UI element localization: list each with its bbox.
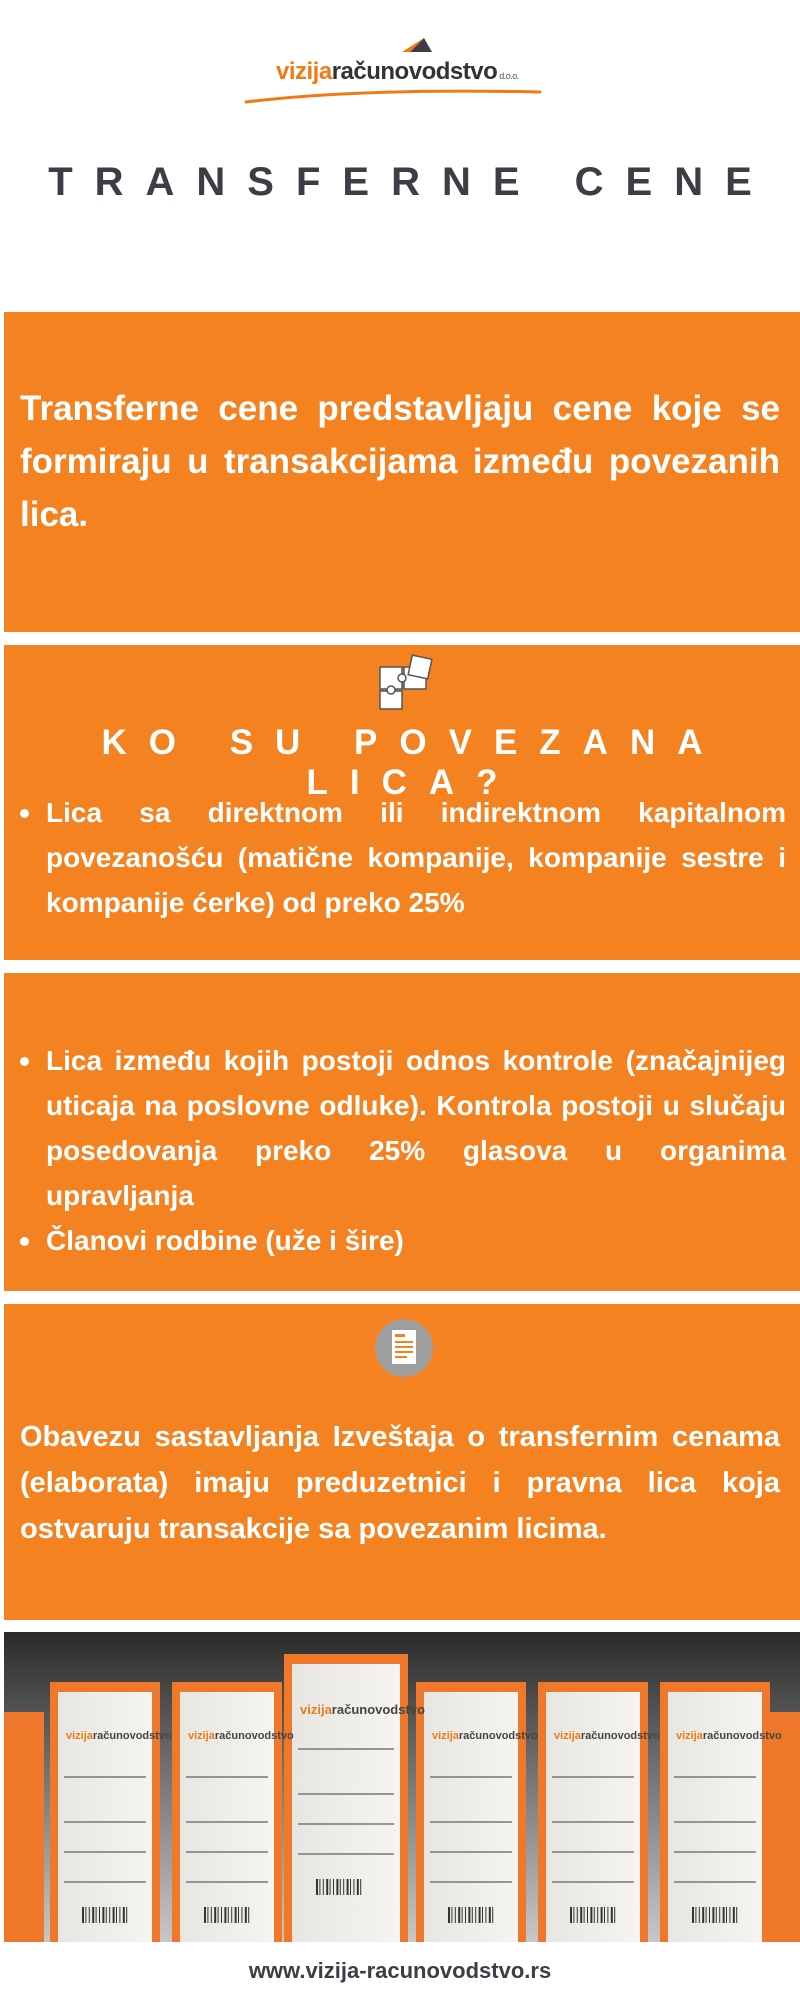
logo-word-orange: vizija <box>276 58 332 85</box>
page-title: TRANSFERNE CENE <box>48 160 774 204</box>
binder-brand-label: vizijaračunovodstvo <box>300 1702 425 1717</box>
binder <box>172 1682 282 1942</box>
list-item: Lica između kojih postoji odnos kontrole (značajnijeg uticaja na poslovne odluke). Kontrola postoji u slučaju posedovanja preko 25% glasova u organima upravljanja <box>16 1038 786 1218</box>
related-parties-panel <box>4 645 800 960</box>
list-item: Članovi rodbine (uže i šire) <box>16 1218 786 1263</box>
logo-roof-icon <box>380 34 440 60</box>
binder <box>538 1682 648 1942</box>
list-item: Lica sa direktnom ili indirektnom kapitalnom povezanošću (matične kompanije, kompanije sestre i kompanije ćerke) od preko 25% <box>16 790 786 925</box>
document-icon <box>374 1318 434 1378</box>
control-panel <box>4 973 800 1291</box>
intro-text: Transferne cene predstavljaju cene koje se formiraju u transakcijama između povezanih lica. <box>20 389 780 534</box>
binder-brand-label: vizijaračunovodstvo <box>554 1730 660 1742</box>
obligation-panel <box>4 1304 800 1620</box>
binder-brand-label: vizijaračunovodstvo <box>188 1730 294 1742</box>
control-list <box>16 1038 786 1263</box>
puzzle-icon <box>374 653 434 713</box>
logo-swoosh-icon <box>240 86 560 106</box>
binder <box>284 1654 408 1942</box>
intro-panel <box>4 312 800 632</box>
binder <box>416 1682 526 1942</box>
logo-word-dark: računovodstvo <box>331 58 498 85</box>
binder <box>660 1682 770 1942</box>
obligation-text: Obavezu sastavljanja Izveštaja o transfernim cenama (elaborata) imaju preduzetnici i pravna lica koja ostvaruju transakcije sa povezanim licima. <box>20 1421 780 1545</box>
binder-brand-label: vizijaračunovodstvo <box>432 1730 538 1742</box>
binder <box>50 1682 160 1942</box>
website-link[interactable]: www.vizija-racunovodstvo.rs <box>248 1958 552 1983</box>
company-logo <box>240 28 560 108</box>
logo-wordmark <box>276 58 519 86</box>
related-parties-heading: KO SU POVEZANA LICA? <box>101 723 725 802</box>
binder-brand-label: vizijaračunovodstvo <box>676 1730 782 1742</box>
binder-brand-label: vizijaračunovodstvo <box>66 1730 172 1742</box>
binders-photo <box>4 1632 800 1942</box>
related-parties-list <box>16 790 786 925</box>
logo-suffix: d.o.o. <box>499 71 519 81</box>
